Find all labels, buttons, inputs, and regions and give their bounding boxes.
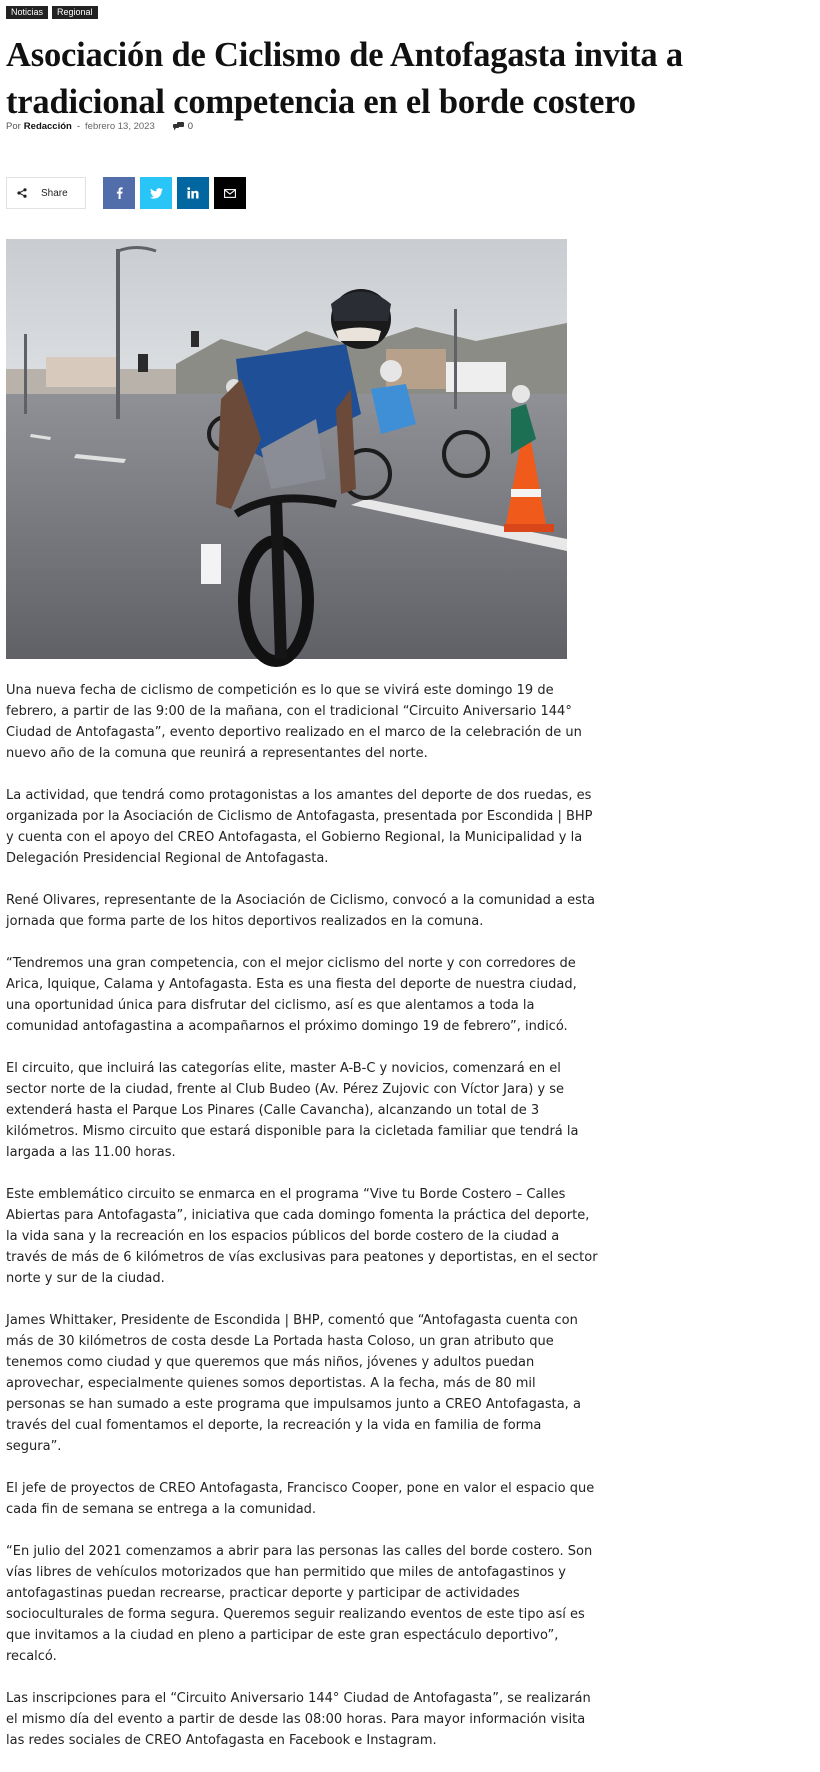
publish-date: febrero 13, 2023 xyxy=(85,121,155,132)
paragraph: El circuito, que incluirá las categorías elite, master A-B-C y novicios, comenzará en el sector norte de la ciudad, frente al Club Budeo (Av. Pérez Zujovic con Víctor Jara) y se extenderá hasta el Parque Los Pinares (Calle Cavancha), alcanzando un total de 3 kilómetros. Mismo circuito que estará disponible para la cicletada familiar que tendrá la largada a las 11.00 horas. xyxy=(6,1061,579,1160)
paragraph: El jefe de proyectos de CREO Antofagasta, Francisco Cooper, pone en valor el espacio que cada fin de semana se entrega a la comunidad. xyxy=(6,1481,595,1517)
share-label: Share xyxy=(41,187,68,199)
paragraph: Las inscripciones para el “Circuito Aniversario 144° Ciudad de Antofagasta”, se realizarán el mismo día del evento a partir de desde las 08:00 horas. Para mayor información visita las redes sociales de CREO Antofagasta en Facebook e Instagram. xyxy=(6,1691,591,1748)
article-body xyxy=(6,680,598,1772)
paragraph: “Tendremos una gran competencia, con el mejor ciclismo del norte y con corredores de Arica, Iquique, Calama y Antofagasta. Esta es una fiesta del deporte de nuestra ciudad, una oportunidad única para disfrutar del ciclismo, así es que alentamos a toda la comunidad antofagastina a acompañarnos el próximo domingo 19 de febrero”, indicó. xyxy=(6,956,577,1034)
category-tags xyxy=(6,6,98,19)
share-button[interactable] xyxy=(6,177,86,209)
paragraph: Una nueva fecha de ciclismo de competición es lo que se vivirá este domingo 19 de febrero, a partir de las 9:00 de la mañana, con el tradicional “Circuito Aniversario 144° Ciudad de Antofagasta”, evento deportivo realizado en el marco de la celebración de un nuevo año de la comuna que reunirá a representantes del norte. xyxy=(6,683,582,761)
share-bar xyxy=(6,177,246,209)
comments-link[interactable] xyxy=(173,121,193,132)
paragraph: René Olivares, representante de la Asociación de Ciclismo, convocó a la comunidad a esta jornada que forma parte de los hitos deportivos realizados en la comuna. xyxy=(6,893,595,929)
by-label: Por xyxy=(6,121,21,132)
share-icon xyxy=(17,188,27,198)
article-title: Asociación de Ciclismo de Antofagasta invita a tradicional competencia en el borde costero xyxy=(6,36,683,121)
paragraph: James Whittaker, Presidente de Escondida | BHP, comentó que “Antofagasta cuenta con más de 30 kilómetros de costa desde La Portada hasta Coloso, un gran atributo que tenemos como ciudad y que queremos que más niños, jóvenes y adultos puedan aprovechar, especialmente quienes somos deportistas. A la fecha, más de 80 mil personas se han sumado a este programa que impulsamos junto a CREO Antofagasta, a través del cual fomentamos el deporte, la recreación y la vida en familia de forma segura”. xyxy=(6,1313,581,1454)
email-icon xyxy=(224,189,236,198)
featured-image xyxy=(6,239,567,659)
twitter-icon xyxy=(150,188,163,199)
paragraph: Este emblemático circuito se enmarca en el programa “Vive tu Borde Costero – Calles Abiertas para Antofagasta”, iniciativa que cada domingo fomenta la práctica del deporte, la vida sana y la recreación en los espacios públicos del borde costero de la ciudad a través de más de 6 kilómetros de vías exclusivas para peatones y deportistas, en el sector norte y sur de la ciudad. xyxy=(6,1187,598,1286)
category-tag-noticias[interactable]: Noticias xyxy=(6,6,48,19)
facebook-icon xyxy=(116,187,123,199)
twitter-share-button[interactable] xyxy=(140,177,172,209)
paragraph: “En julio del 2021 comenzamos a abrir para las personas las calles del borde costero. Son vías libres de vehículos motorizados que han permitido que miles de antofagastinos y antofagastinas puedan recrearse, practicar deporte y participar de actividades socioculturales de forma segura. Queremos seguir realizando eventos de este tipo así es que invitamos a la ciudad en pleno a participar de este gran espectáculo deportivo”, recalcó. xyxy=(6,1544,593,1664)
meta-separator: - xyxy=(76,121,81,132)
comment-count: 0 xyxy=(187,121,194,132)
linkedin-share-button[interactable] xyxy=(177,177,209,209)
email-share-button[interactable] xyxy=(214,177,246,209)
author-link[interactable]: Redacción xyxy=(23,121,72,132)
facebook-share-button[interactable] xyxy=(103,177,135,209)
linkedin-icon xyxy=(187,187,199,199)
article-meta xyxy=(6,121,193,132)
comment-icon xyxy=(173,122,184,131)
paragraph: La actividad, que tendrá como protagonistas a los amantes del deporte de dos ruedas, es organizada por la Asociación de Ciclismo de Antofagasta, presentada por Escondida | BHP y cuenta con el apoyo del CREO Antofagasta, el Gobierno Regional, la Municipalidad y la Delegación Presidencial Regional de Antofagasta. xyxy=(6,788,593,866)
category-tag-regional[interactable]: Regional xyxy=(52,6,98,19)
